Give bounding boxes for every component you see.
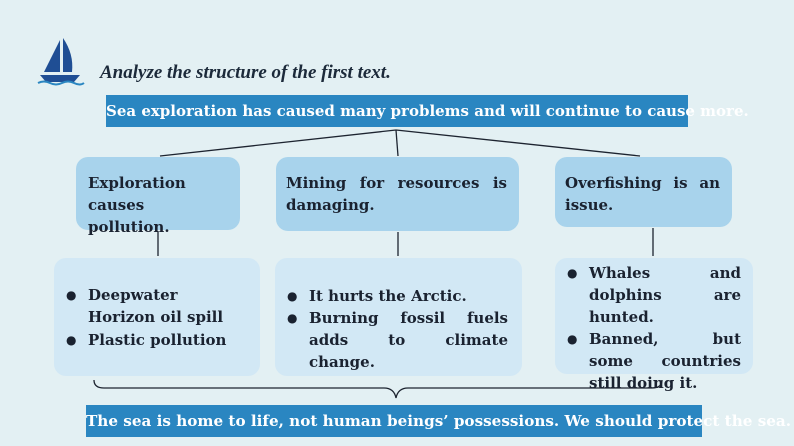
bullet-dot-icon: ● [287,289,298,303]
connector-line-3 [396,130,640,156]
detail-card-mining [275,258,522,376]
conclusion-banner: The sea is home to life, not human beings’ possessions. We should protect the sea. [86,405,702,437]
list-item [287,285,508,307]
connector-line-1 [160,130,396,156]
connector-line-2 [396,130,398,156]
bullet-dot-icon: ● [567,332,578,346]
list-item [287,307,508,373]
detail-text: Banned, but some countries still doing it. [589,330,741,392]
list-item [567,262,741,328]
bullet-dot-icon: ● [66,333,77,347]
detail-text: It hurts the Arctic. [309,287,467,305]
detail-text: Burning fossil fuels adds to climate change. [309,309,508,371]
list-item [66,284,246,328]
point-card-pollution [76,157,240,236]
page-heading: Analyze the structure of the first text. [100,62,391,83]
list-item [66,329,246,351]
bullet-dot-icon: ● [567,266,578,280]
point-title: Overfishing is an issue. [565,174,720,214]
thesis-banner: Sea exploration has caused many problems and will continue to cause more. [106,95,688,127]
point-title: Exploration causes pollution. [88,174,186,236]
bullet-dot-icon: ● [287,311,298,325]
detail-text: Deepwater Horizon oil spill [88,286,224,326]
detail-text: Whales and dolphins are hunted. [589,264,741,326]
point-card-overfishing [555,157,732,227]
detail-card-overfishing [555,258,753,392]
bullet-dot-icon: ● [66,288,77,302]
detail-text: Plastic pollution [88,331,227,349]
detail-card-pollution [54,258,260,376]
list-item [567,328,741,394]
point-card-mining [276,157,519,231]
point-title: Mining for resources is damaging. [286,174,507,214]
